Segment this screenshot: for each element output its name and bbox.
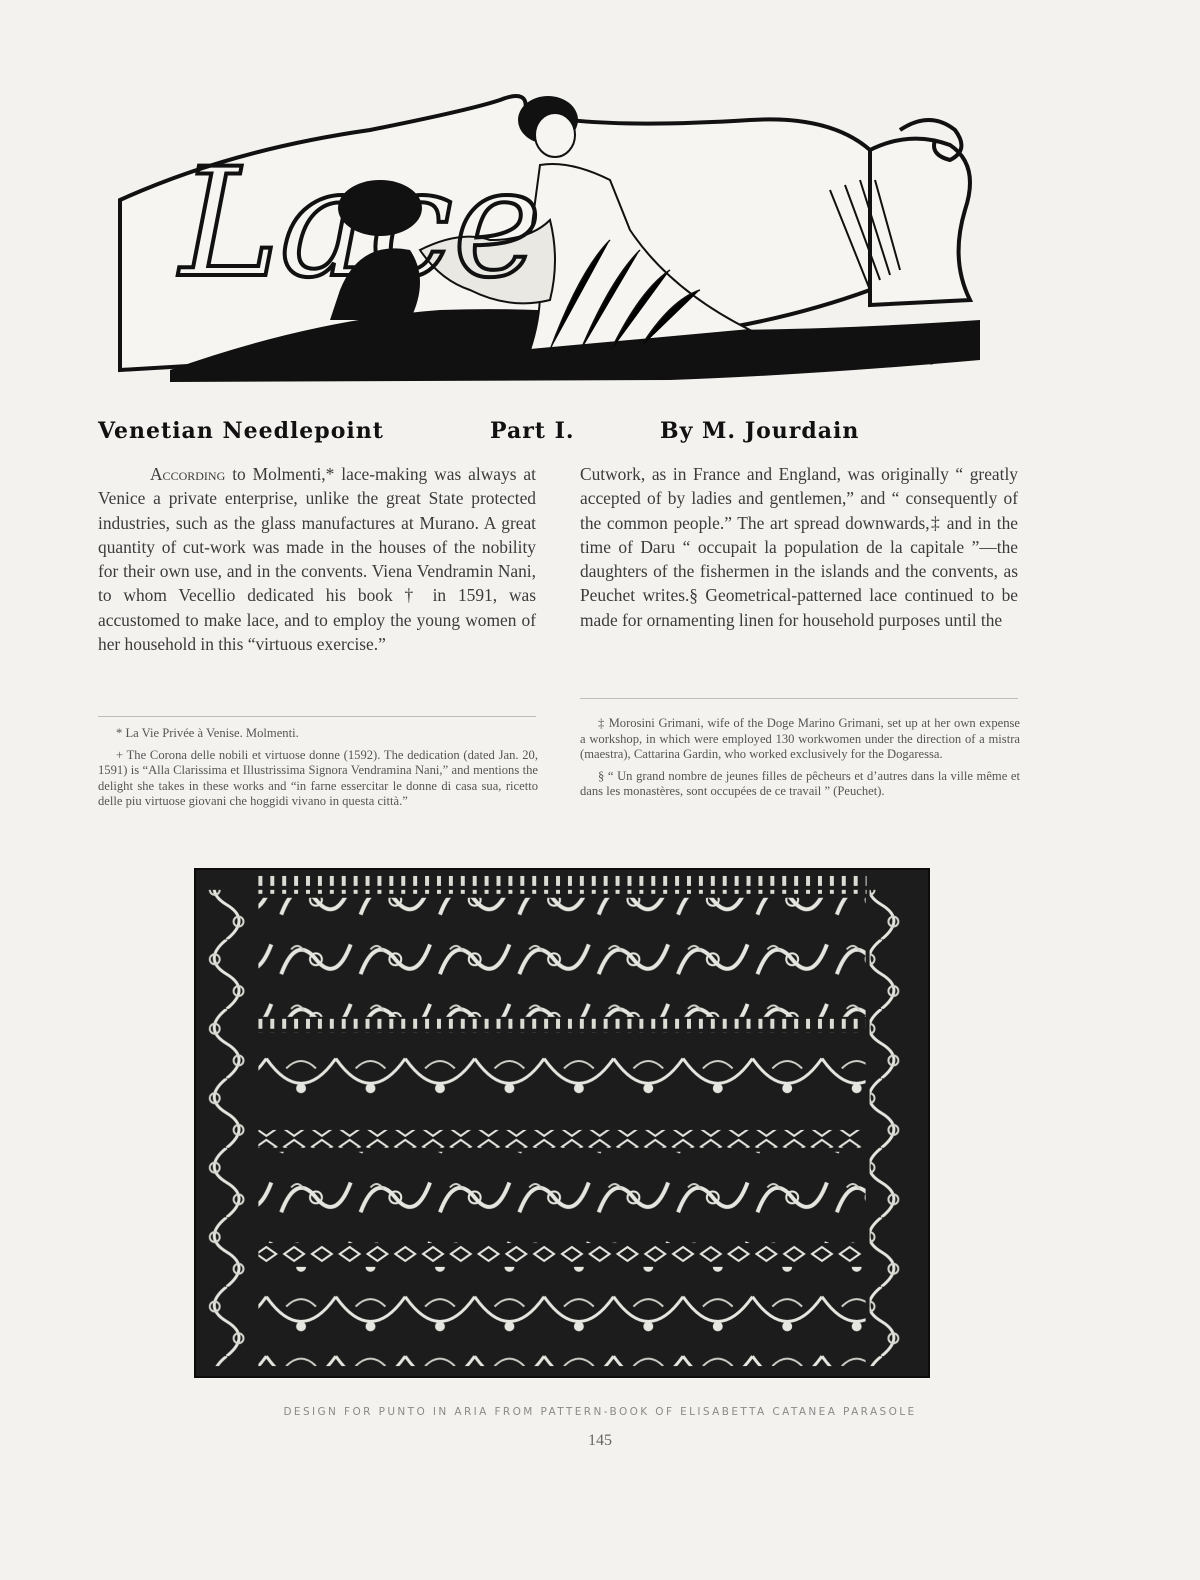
article-title: Venetian Needlepoint (98, 418, 384, 444)
body-text-left: to Molmenti,* lace-making was always at Venice a private enterprise, unlike the great State protected industries, such as the glass manufactures at Murano. A great quantity of cut-work was made in the houses of the nobility for their own use, and in the convents. Viena Vendramin Nani, to whom Vecellio dedicated his book † in 1591, was accustomed to make lace, and to employ the young women of her household in this “virtuous exercise.” (98, 464, 536, 655)
footnote-divider-left (98, 716, 536, 717)
footnotes-right (580, 716, 1020, 806)
footnotes-left (98, 726, 538, 816)
footnote: + The Corona delle nobili et virtuose donne (1592). The dedication (dated Jan. 20, 1591) is “Alla Clarissima et Illustrissima Signora Vendramina Nani,” and mentions the delight she takes in these works and “in farne essercitar le donne di casa sua, ricetto delle piu virtuose giovani che hoggidi vivano in questa città.” (98, 747, 538, 809)
article-part: Part I. (490, 418, 575, 444)
plate-caption: DESIGN FOR PUNTO IN ARIA FROM PATTERN-BOOK OF ELISABETTA CATANEA PARASOLE (283, 1406, 917, 1418)
header-illustration (110, 90, 990, 390)
body-paragraph-right: Cutwork, as in France and England, was originally “ greatly accepted of by ladies and gentlemen,” and “ consequently of the common people.” The art spread downwards,‡ and in the time of Daru “ occupait la population de la capitale ”—the daughters of the fishermen in the islands and the convents, as Peuchet writes.§ Geometrical-patterned lace continued to be made for ornamenting linen for household purposes until the (580, 464, 1018, 630)
footnote: § “ Un grand nombre de jeunes filles de pêcheurs et d’autres dans la ville même et dans les monastères, sont occupées de ce travail ” (Peuchet). (580, 768, 1020, 799)
body-column-right (580, 462, 1018, 632)
header-script-title: Lace (180, 137, 542, 311)
lace-pattern-plate (194, 868, 930, 1378)
lace-pattern-image (196, 870, 928, 1376)
body-paragraph-left (98, 462, 536, 656)
footnote-divider-right (580, 698, 1018, 699)
artist-signature: D. Ilay Hardy (850, 351, 938, 366)
footnote: ‡ Morosini Grimani, wife of the Doge Marino Grimani, set up at her own expense a workshop, in which were employed 130 workwomen under the direction of a mistra (maestra), Cattarina Gardin, who worked exclusively for the Dogaressa. (580, 716, 1020, 762)
drop-lead-word: According (150, 464, 226, 484)
page-number: 145 (588, 1432, 612, 1449)
footnote: * La Vie Privée à Venise. Molmenti. (116, 726, 299, 740)
article-title-row (98, 418, 898, 458)
article-byline: By M. Jourdain (660, 418, 860, 444)
body-column-left (98, 462, 536, 656)
